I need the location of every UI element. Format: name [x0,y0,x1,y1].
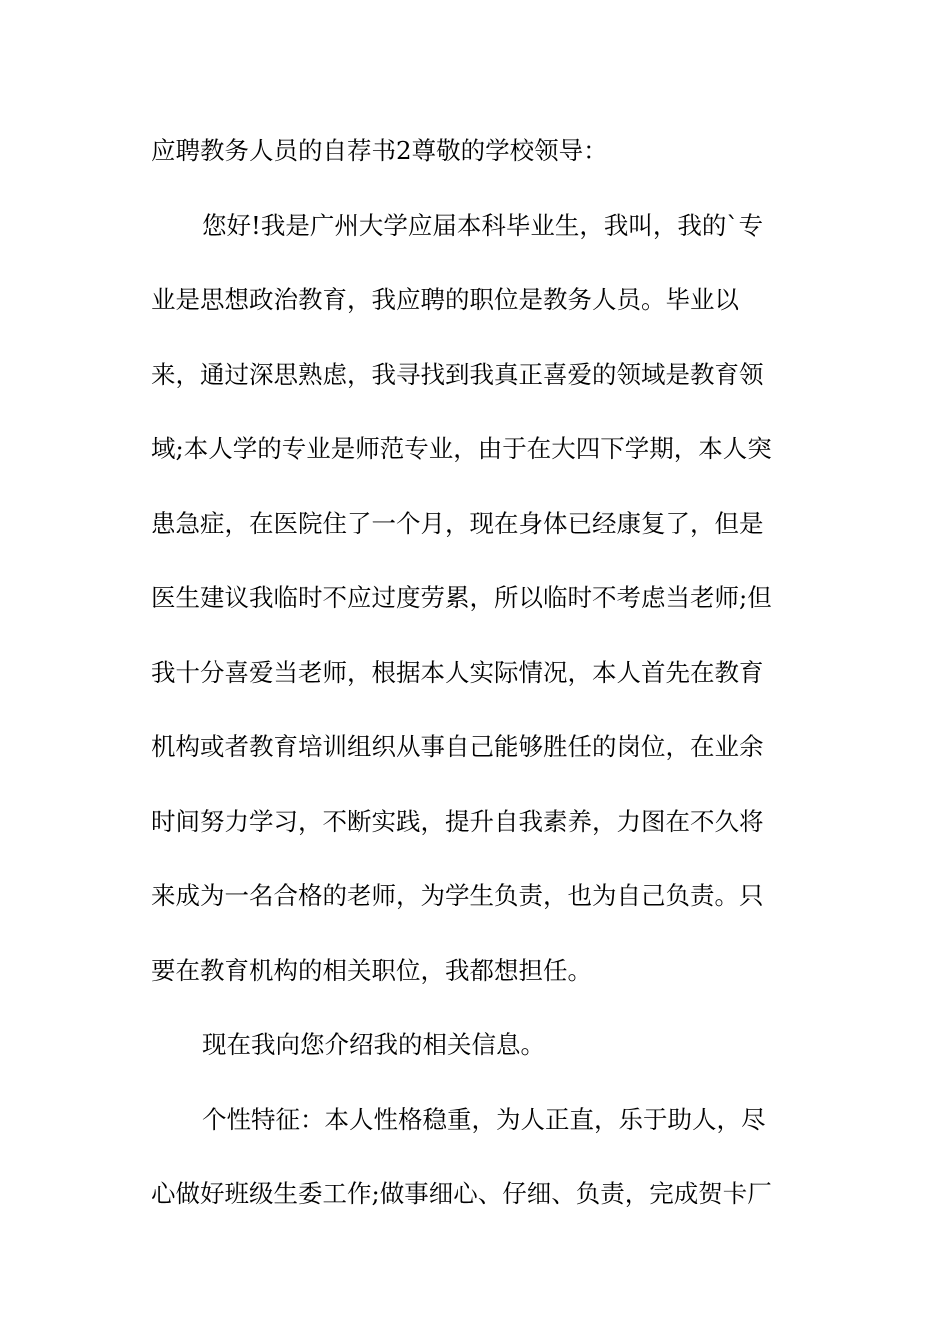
title-line: 应聘教务人员的自荐书2尊敬的学校领导： [151,136,608,165]
paragraph-line: 心做好班级生委工作;做事细心、仔细、负责，完成贺卡厂 [151,1179,772,1208]
paragraph-line: 个性特征：本人性格稳重，为人正直，乐于助人，尽 [202,1104,766,1134]
paragraph-line: 您好!我是广州大学应届本科毕业生，我叫，我的`专 [202,210,764,240]
paragraph-line: 业是思想政治教育，我应聘的职位是教务人员。毕业以 [151,285,739,314]
paragraph-line: 现在我向您介绍我的相关信息。 [202,1030,545,1059]
paragraph-line: 医生建议我临时不应过度劳累，所以临时不考虑当老师;但 [151,583,772,612]
paragraph-line: 来成为一名合格的老师，为学生负责，也为自己负责。只 [151,881,764,910]
document-body [151,131,811,1249]
paragraph-line: 患急症，在医院住了一个月，现在身体已经康复了，但是 [151,508,764,538]
paragraph-line: 域;本人学的专业是师范专业，由于在大四下学期，本人突 [151,434,772,463]
paragraph-line: 机构或者教育培训组织从事自己能够胜任的岗位，在业余 [151,732,764,761]
paragraph-line: 要在教育机构的相关职位，我都想担任。 [151,955,592,985]
paragraph-line: 来，通过深思熟虑，我寻找到我真正喜爱的领域是教育领 [151,359,764,389]
paragraph-line: 时间努力学习，不断实践，提升自我素养，力图在不久将 [151,806,764,836]
paragraph-line: 我十分喜爱当老师，根据本人实际情况，本人首先在教育 [151,657,764,687]
